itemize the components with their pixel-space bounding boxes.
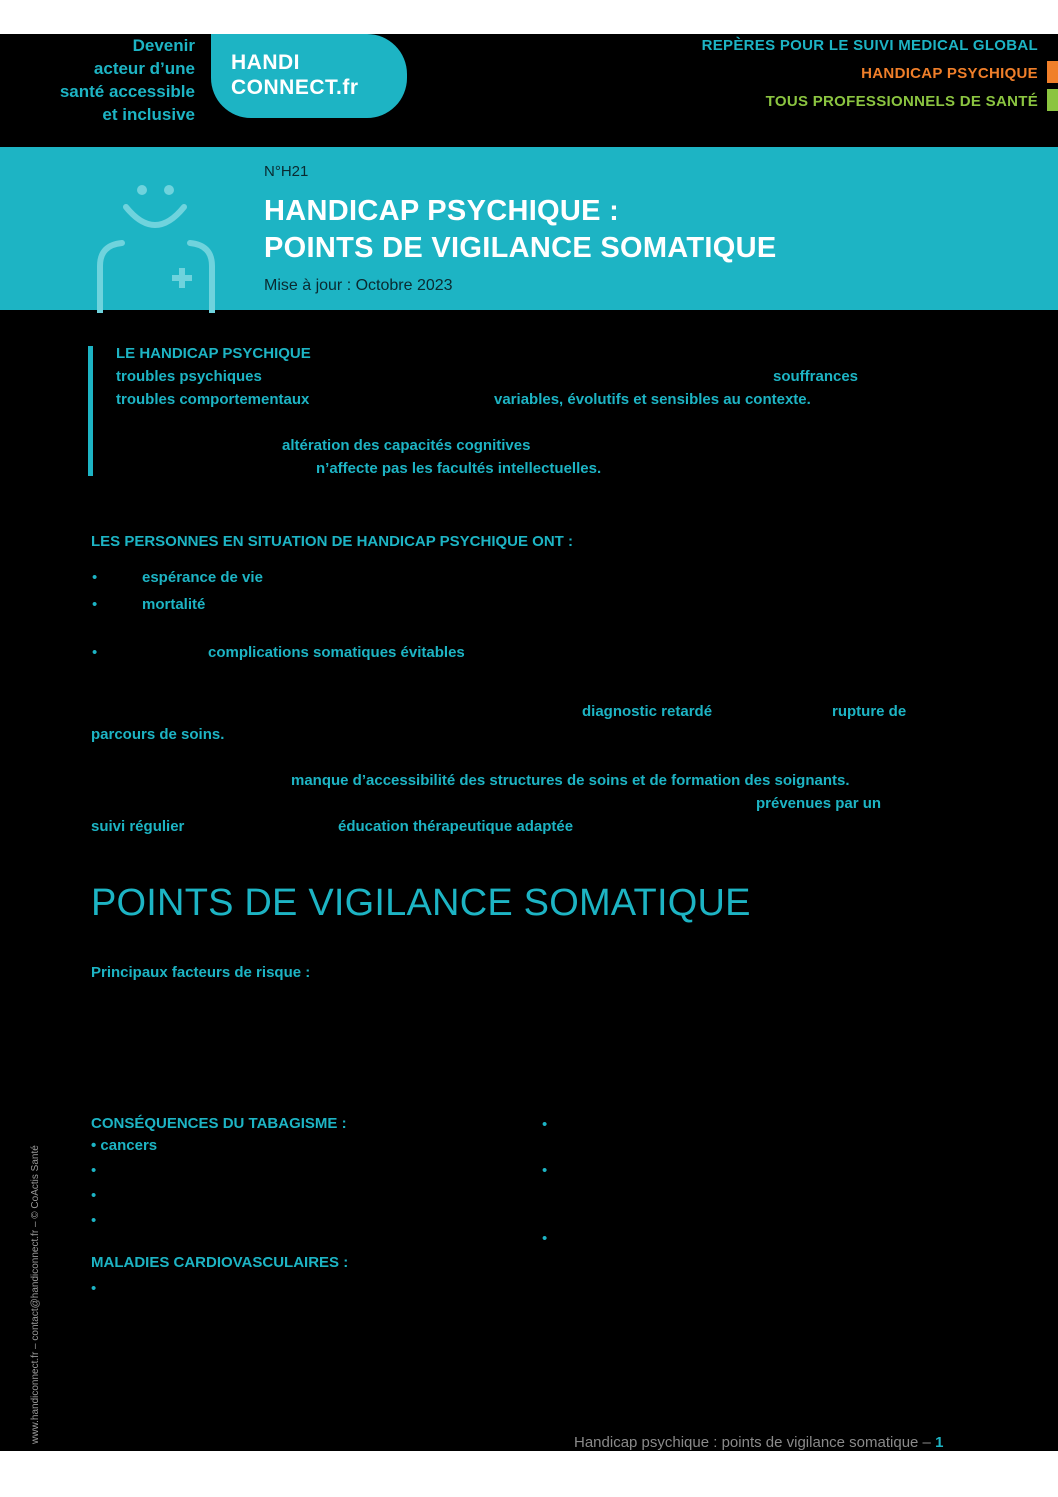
bullet: • [92,644,98,661]
bullet: • [91,1162,97,1179]
handiconnect-logo[interactable] [211,34,407,118]
bullet: • [542,1116,548,1133]
bullet: • [91,1280,97,1297]
category-color-bar [1047,89,1058,111]
risk-heading: Principaux facteurs de risque : [91,964,311,981]
tagline-line: acteur d’une [93,59,195,78]
tabac-heading: CONSÉQUENCES DU TABAGISME : [91,1115,347,1132]
intro-heading: LE HANDICAP PSYCHIQUE [116,345,311,362]
category-handicap: HANDICAP PSYCHIQUE [861,65,1038,82]
intro-text: souffrances [773,368,859,385]
cardio-heading: MALADIES CARDIOVASCULAIRES : [91,1254,349,1271]
quote-bar [88,346,93,476]
list-item: mortalité [142,596,206,613]
list-item [91,1137,157,1154]
list-item: espérance de vie [142,569,263,586]
tagline-line: et inclusive [102,105,195,124]
tagline-line: santé accessible [59,82,195,101]
body-text: suivi régulier [91,818,185,835]
bullet: • [91,1187,97,1204]
intro-text: troubles comportementaux [116,391,310,408]
intro-text: troubles psychiques [116,368,262,385]
tagline [60,34,195,126]
side-credit: www.handiconnect.fr – contact@handiconnect.fr – © CoActis Santé [30,1145,41,1444]
logo-line: HANDI [231,51,300,74]
body-text: prévenues par un [756,795,882,812]
footer-text: Handicap psychique : points de vigilance somatique – [574,1434,936,1451]
list-item: complications somatiques évitables [208,644,465,661]
bullet: • [92,569,98,586]
body-text: rupture de [832,703,907,720]
document-title [264,193,776,267]
intro-text: variables, évolutifs et sensibles au contexte. [494,391,811,408]
body-text: manque d’accessibilité des structures de soins et de formation des soignants. [291,772,850,789]
document-page [0,34,1058,1451]
title-line: POINTS DE VIGILANCE SOMATIQUE [264,232,777,264]
category-professionals: TOUS PROFESSIONNELS DE SANTÉ [765,93,1038,110]
title-line: HANDICAP PSYCHIQUE : [264,195,620,227]
bullet: • [91,1212,97,1229]
list-item-text: cancers [100,1137,158,1154]
bullet: • [542,1162,548,1179]
section-title: POINTS DE VIGILANCE SOMATIQUE [91,882,751,924]
tagline-line: Devenir [132,36,195,55]
page-number: 1 [935,1434,944,1451]
logo-text [231,50,359,100]
person-care-icon [92,181,222,313]
logo-line: CONNECT.fr [231,76,359,99]
persons-heading: LES PERSONNES EN SITUATION DE HANDICAP PSYCHIQUE ONT : [91,533,573,550]
bullet: • [92,596,98,613]
category-color-bar [1047,61,1058,83]
body-text: parcours de soins. [91,726,225,743]
bullet: • [542,1230,548,1247]
intro-text: n’affecte pas les facultés intellectuelles. [316,460,602,477]
page-footer [574,1434,943,1451]
update-date: Mise à jour : Octobre 2023 [264,277,453,294]
document-number: N°H21 [264,163,309,180]
bullet: • [91,1137,101,1154]
title-band [0,147,1058,310]
body-text: diagnostic retardé [582,703,713,720]
intro-text: altération des capacités cognitives [282,437,531,454]
body-text: éducation thérapeutique adaptée [338,818,574,835]
category-general: REPÈRES POUR LE SUIVI MEDICAL GLOBAL [701,37,1038,54]
